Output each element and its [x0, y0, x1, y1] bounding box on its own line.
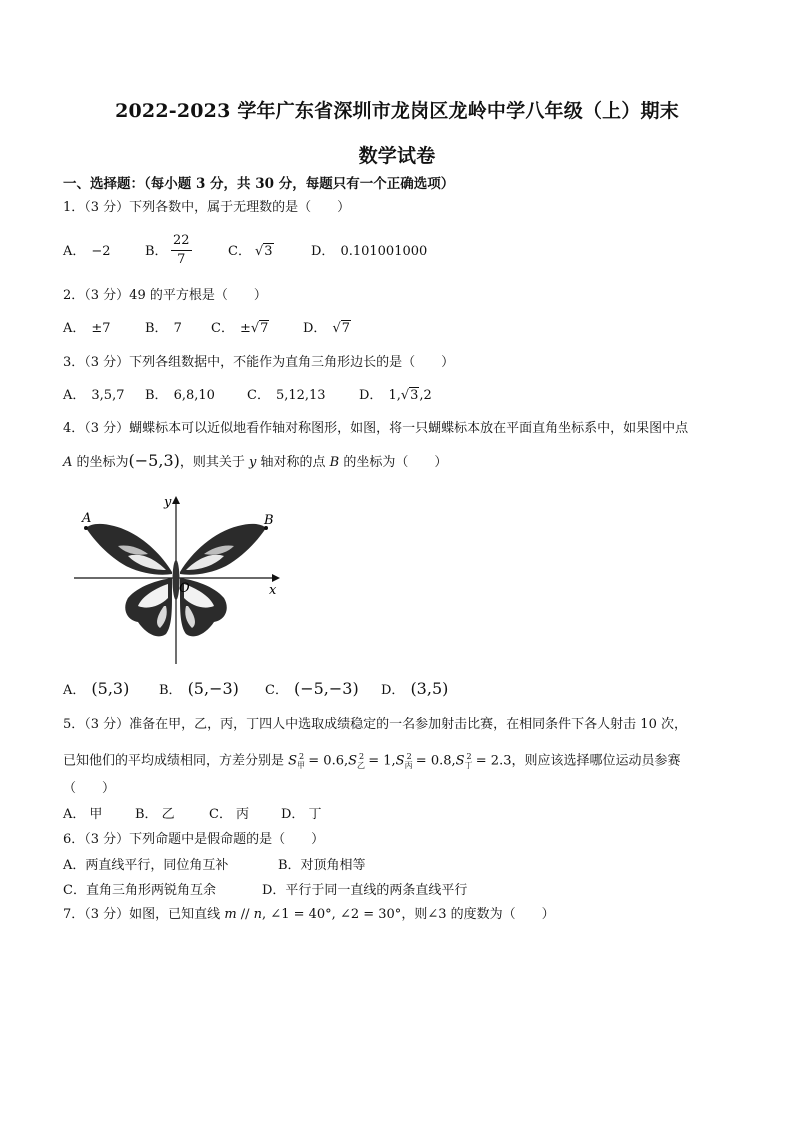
point-b-label: B [264, 513, 274, 528]
y-axis-label: y [164, 495, 172, 510]
q3-stem: 3．（3 分）下列各组数据中，不能作为直角三角形边长的是（ ） [63, 355, 455, 370]
butterfly-figure [68, 494, 288, 664]
q5-stem-line3: （ ） [63, 781, 116, 796]
butterfly-coordinate-plot [68, 494, 288, 664]
q6-option-a: A．两直线平行，同位角互补 [63, 858, 229, 873]
q4-option-d: D． (3,5) [381, 679, 449, 698]
q5-option-d: D． 丁 [281, 807, 322, 822]
section-heading: 一、选择题：（每小题 3 分，共 30 分，每题只有一个正确选项） [63, 176, 455, 192]
q6-option-c: C．直角三角形两锐角互余 [63, 883, 216, 898]
q2-option-c: C． ±√7 [211, 321, 269, 336]
q5-stem-line2: 已知他们的平均成绩相同，方差分别是 $S_甲^2 = 0.6,S_乙^2 = 1,S_丙^2 = 0.8,S_丁^2 = 2.3$，则应该选择哪位运动员参赛 [63, 752, 681, 770]
q4-stem-line1: 4．（3 分）蝴蝶标本可以近似地看作轴对称图形，如图，将一只蝴蝶标本放在平面直角坐标系中，如果图中点 [63, 421, 689, 436]
q2-stem: 2．（3 分）49 的平方根是（ ） [63, 288, 267, 303]
q1-option-c: C． √3 [228, 244, 273, 259]
q6-option-b: B．对顶角相等 [278, 858, 366, 873]
q3-option-c: C． 5,12,13 [247, 388, 326, 403]
x-axis-label: x [269, 583, 277, 598]
q2-options [63, 320, 383, 340]
q3-option-b: B． 6,8,10 [145, 388, 215, 403]
q6-option-d: D．平行于同一直线的两条直线平行 [262, 883, 468, 898]
q3-option-d: D． 1,√3,2 [359, 388, 432, 403]
q5-options [63, 806, 363, 826]
point-a [84, 526, 88, 530]
q5-option-b: B． 乙 [135, 807, 175, 822]
q1-stem: 1．（3 分）下列各数中，属于无理数的是（ ） [63, 200, 351, 215]
q4-option-a: A． (5,3) [63, 679, 130, 698]
q1-option-a: A． −2 [63, 244, 111, 259]
q5-option-c: C． 丙 [209, 807, 249, 822]
q1-option-b-fraction: $\frac{22}{7}$ [173, 233, 190, 267]
q4-option-c: C． (−5,−3) [265, 679, 359, 698]
point-a-label: A [82, 511, 92, 526]
q6-stem: 6．（3 分）下列命题中是假命题的是（ ） [63, 832, 325, 847]
q3-options [63, 387, 493, 407]
exam-title-line2: 数学试卷 [358, 145, 436, 167]
q4-options [63, 680, 483, 700]
q3-option-a: A． 3,5,7 [63, 388, 125, 403]
q5-stem-line1: 5．（3 分）准备在甲，乙，丙，丁四人中选取成绩稳定的一名参加射击比赛，在相同条件下各人射击 10 次， [63, 717, 687, 732]
q4-stem-line2: A 的坐标为(−5,3)，则其关于 y 轴对称的点 B 的坐标为（ ） [63, 451, 448, 470]
q2-option-b: B． 7 [145, 321, 182, 336]
q5-option-a: A． 甲 [63, 807, 103, 822]
exam-title-line1: 2022-2023 学年广东省深圳市龙岗区龙岭中学八年级（上）期末 [115, 100, 679, 122]
q4-option-b: B． (5,−3) [159, 679, 239, 698]
q1-option-d: D． 0.101001000 [311, 244, 428, 259]
q7-stem: 7．（3 分）如图，已知直线 m // n, ∠1 = 40°, ∠2 = 30°，则∠3 的度数为（ ） [63, 907, 555, 922]
q2-option-a: A． ±7 [63, 321, 111, 336]
x-axis-arrow [272, 574, 280, 582]
q1-option-b-label: B． [145, 244, 168, 259]
origin-label: O [179, 581, 190, 596]
q2-option-d: D． √7 [303, 321, 351, 336]
y-axis-arrow [172, 496, 180, 504]
